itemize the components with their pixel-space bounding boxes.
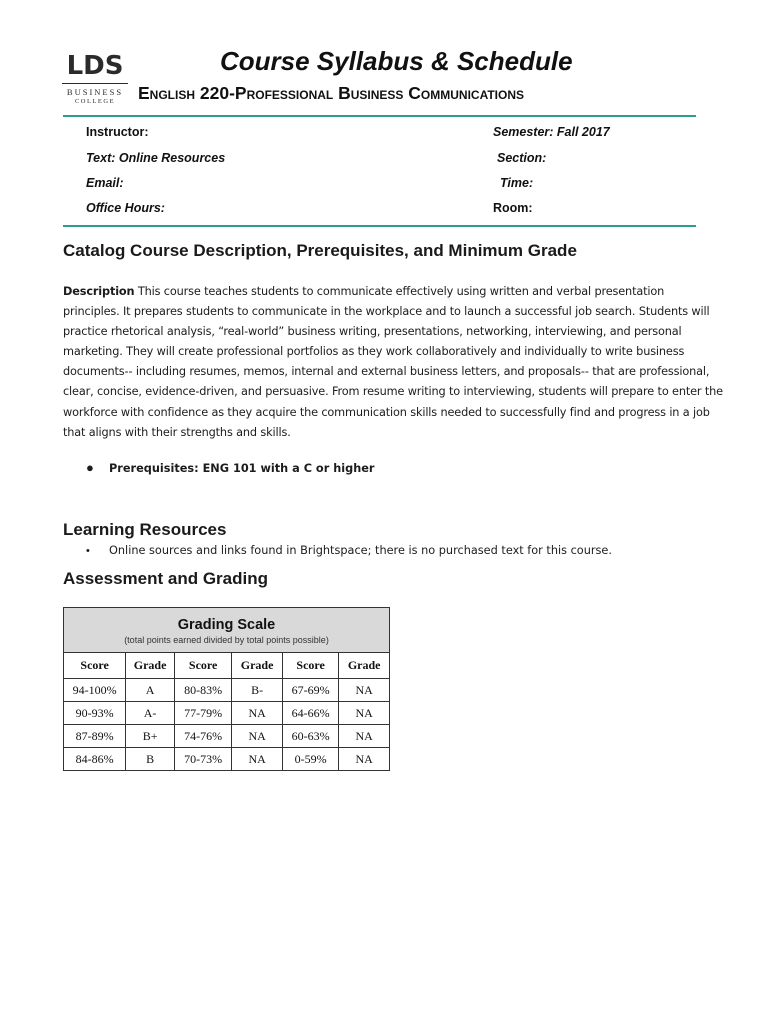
bullet-icon: • (86, 545, 90, 557)
grade-cell: NA (232, 748, 283, 771)
grade-cell: A (126, 679, 175, 702)
grade-cell: B- (232, 679, 283, 702)
score-cell: 0-59% (282, 748, 338, 771)
header-bottom-rule (63, 225, 696, 227)
description-text: This course teaches students to communicate effectively using written and verbal presentation principles. It prepares students to communicate in the workplace and to launch a successful job search. Students will practice rhetorical analysis, “real-world” business writing, presentations, networking, interviewing, and personal marketing. They will create professional portfolios as they work collaboratively and individually to write business documents-- including resumes, memos, internal and external business letters, and proposals-- that are professional, clear, concise, evidence-driven, and persuasive. From resume writing to interviewing, students will prepare to enter the workforce with confidence as they acquire the communication skills needed to successfully find and progress in a job that aligns with their strengths and skills. (63, 285, 723, 439)
score-cell: 60-63% (282, 725, 338, 748)
score-cell: 80-83% (174, 679, 231, 702)
score-cell: 67-69% (282, 679, 338, 702)
column-header: Grade (339, 653, 390, 679)
text-label: Text: Online Resources (86, 151, 226, 165)
learning-resources-item: Online sources and links found in Brightspace; there is no purchased text for this course. (109, 544, 612, 557)
logo-lds-text: LDS (66, 51, 124, 81)
grading-scale-table (63, 607, 390, 771)
prerequisites-text: Prerequisites: ENG 101 with a C or higher (109, 462, 375, 475)
grade-cell: NA (339, 679, 390, 702)
page-title: Course Syllabus & Schedule (220, 46, 573, 76)
score-cell: 70-73% (174, 748, 231, 771)
score-cell: 87-89% (64, 725, 126, 748)
score-cell: 74-76% (174, 725, 231, 748)
column-header: Grade (126, 653, 175, 679)
grade-cell: NA (339, 725, 390, 748)
course-title: English 220-Professional Business Communications (138, 83, 525, 103)
column-header: Grade (232, 653, 283, 679)
grading-table-title: Grading Scale (177, 616, 276, 633)
room-label: Room: (493, 201, 533, 215)
table-row (64, 725, 390, 748)
grade-cell: A- (126, 702, 175, 725)
score-cell: 90-93% (64, 702, 126, 725)
grade-cell: NA (339, 748, 390, 771)
grading-table-subtitle: (total points earned divided by total points possible) (124, 634, 329, 645)
email-label: Email: (86, 176, 124, 190)
header-top-rule (63, 115, 696, 117)
table-row (64, 702, 390, 725)
score-cell: 77-79% (174, 702, 231, 725)
column-header: Score (282, 653, 338, 679)
logo-divider (62, 83, 128, 84)
grade-cell: NA (232, 725, 283, 748)
bullet-icon: ● (86, 460, 94, 475)
grade-cell: NA (339, 702, 390, 725)
grading-table-caption (64, 608, 390, 653)
course-description (63, 282, 723, 443)
grade-cell: NA (232, 702, 283, 725)
section-label: Section: (497, 151, 547, 165)
college-logo (62, 52, 128, 106)
grade-cell: B+ (126, 725, 175, 748)
office-hours-label: Office Hours: (86, 201, 165, 215)
grade-cell: B (126, 748, 175, 771)
logo-college-text: COLLEGE (74, 98, 116, 105)
score-cell: 94-100% (64, 679, 126, 702)
semester-label: Semester: Fall 2017 (493, 125, 610, 139)
time-label: Time: (500, 176, 534, 190)
score-cell: 84-86% (64, 748, 126, 771)
catalog-heading: Catalog Course Description, Prerequisites, and Minimum Grade (63, 241, 577, 260)
assessment-heading: Assessment and Grading (63, 569, 269, 588)
logo-business-text: BUSINESS (66, 87, 124, 97)
table-row (64, 679, 390, 702)
column-header: Score (174, 653, 231, 679)
score-cell: 64-66% (282, 702, 338, 725)
table-row (64, 748, 390, 771)
learning-resources-heading: Learning Resources (63, 520, 227, 539)
description-label: Description (63, 285, 135, 298)
instructor-label: Instructor: (86, 125, 149, 139)
column-header: Score (64, 653, 126, 679)
table-header-row (64, 653, 390, 679)
